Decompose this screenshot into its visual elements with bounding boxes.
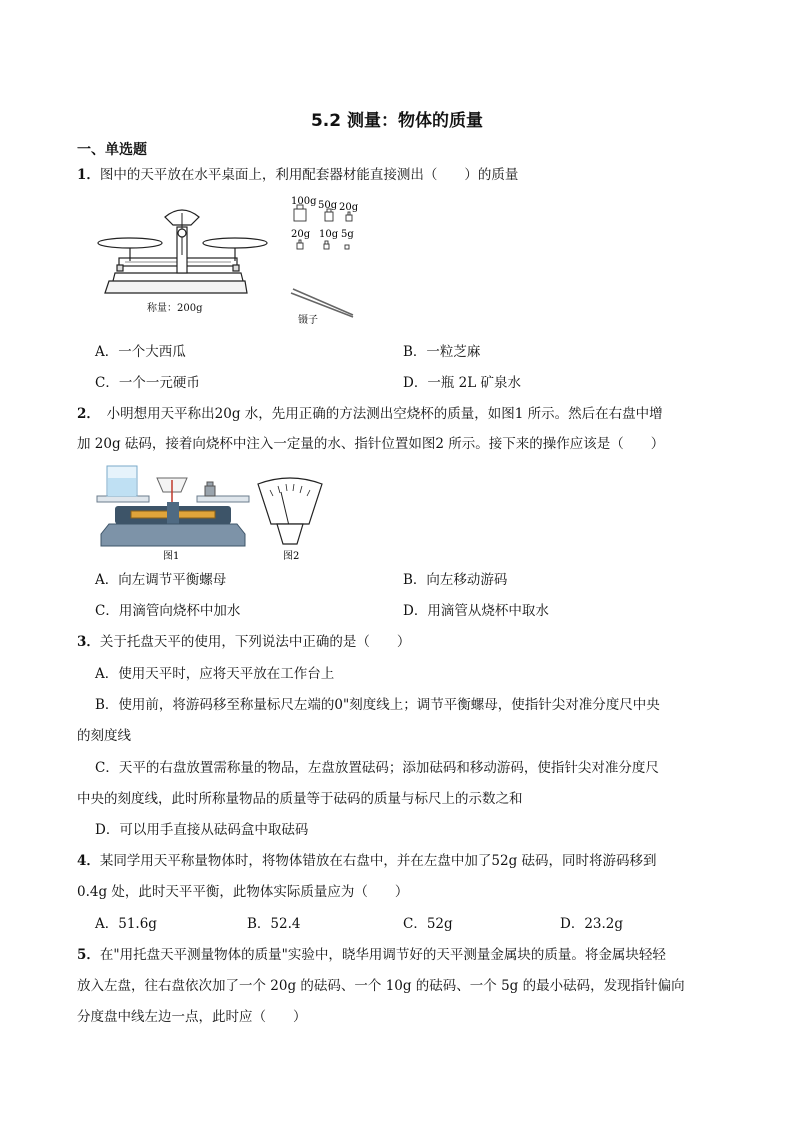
weight-label: 50g [318, 200, 338, 211]
weight-label: 5g [341, 229, 354, 240]
question-stem: 图中的天平放在水平桌面上，利用配套器材能直接测出（ ）的质量 [99, 167, 519, 183]
capacity-label: 称量：200g [147, 303, 203, 314]
question-stem-cont: 0.4g 处，此时天平平衡，此物体实际质量应为（ ） [77, 884, 409, 900]
question-stem: 在"用托盘天平测量物体的质量"实验中，晓华用调节好的天平测量金属块的质量。将金属块轻轻 [99, 947, 666, 963]
weight-label: 20g [291, 229, 311, 240]
q2-balance-figures [95, 462, 345, 562]
tweezers-label: 镊子 [298, 315, 318, 325]
question-number: 3． [77, 634, 100, 650]
question-2 [77, 405, 663, 423]
question-4 [77, 852, 657, 870]
option-b[interactable]: B．一粒芝麻 [403, 344, 481, 360]
lab-balance-icon [97, 466, 249, 546]
q1-balance-figure [95, 195, 365, 325]
option-a[interactable]: A．51.6g [95, 916, 157, 932]
question-number: 5． [77, 947, 100, 963]
option-b[interactable]: B．使用前，将游码移至称量标尺左端的0"刻度线上；调节平衡螺母，使指针尖对准分度尺中央 [95, 697, 660, 713]
option-d[interactable]: D．可以用手直接从砝码盒中取砝码 [95, 822, 309, 838]
question-stem: 某同学用天平称量物体时，将物体错放在右盘中，并在左盘中加了52g 砝码，同时将游码移到 [99, 853, 657, 869]
option-d[interactable]: D．23.2g [560, 916, 624, 932]
balance-scale-icon [98, 210, 267, 293]
option-a[interactable]: A．向左调节平衡螺母 [95, 572, 227, 588]
question-stem: 关于托盘天平的使用，下列说法中正确的是（ ） [99, 634, 411, 650]
option-c[interactable]: C．用滴管向烧杯中加水 [95, 603, 241, 619]
weight-label: 20g [339, 202, 359, 213]
question-stem-cont: 分度盘中线左边一点，此时应（ ） [77, 1009, 307, 1025]
option-c[interactable]: C．天平的右盘放置需称量的物品，左盘放置砝码；添加砝码和移动游码，使指针尖对准分度尺 [95, 760, 659, 776]
question-stem-cont: 加 20g 砝码，接着向烧杯中注入一定量的水、指针位置如图2 所示。接下来的操作应该是（ ） [77, 436, 665, 452]
option-b[interactable]: B．52.4 [247, 916, 301, 932]
weight-label: 10g [319, 229, 339, 240]
question-5 [77, 946, 666, 964]
weight-label: 100g [291, 196, 317, 207]
question-number: 2． [77, 406, 94, 422]
figure-2-label: 图2 [283, 551, 300, 562]
option-d[interactable]: D．一瓶 2L 矿泉水 [403, 375, 521, 391]
question-1 [77, 166, 518, 184]
option-c-cont[interactable]: 中央的刻度线，此时所称量物品的质量等于砝码的质量与标尺上的示数之和 [77, 791, 523, 807]
option-a[interactable]: A．使用天平时，应将天平放在工作台上 [95, 666, 335, 682]
pointer-scale-icon [258, 478, 322, 544]
question-stem-cont: 放入左盘，往右盘依次加了一个 20g 的砝码、一个 10g 的砝码、一个 5g 的最小砝码，发现指针偏向 [77, 978, 685, 994]
section-heading: 一、单选题 [77, 142, 147, 158]
question-stem: 小明想用天平称出20g 水，先用正确的方法测出空烧杯的质量，如图1 所示。然后在右盘中增 [93, 406, 663, 422]
question-number: 4． [77, 853, 100, 869]
page-title: 5.2 测量：物体的质量 [310, 111, 484, 131]
option-b[interactable]: B．向左移动游码 [403, 572, 508, 588]
question-3 [77, 633, 410, 651]
figure-1-label: 图1 [163, 551, 180, 562]
option-d[interactable]: D．用滴管从烧杯中取水 [403, 603, 549, 619]
option-b-cont[interactable]: 的刻度线 [77, 728, 131, 744]
tweezers-icon [291, 289, 353, 317]
question-number: 1． [77, 167, 100, 183]
option-c[interactable]: C．一个一元硬币 [95, 375, 200, 391]
option-a[interactable]: A．一个大西瓜 [95, 344, 186, 360]
option-c[interactable]: C．52g [403, 916, 453, 932]
